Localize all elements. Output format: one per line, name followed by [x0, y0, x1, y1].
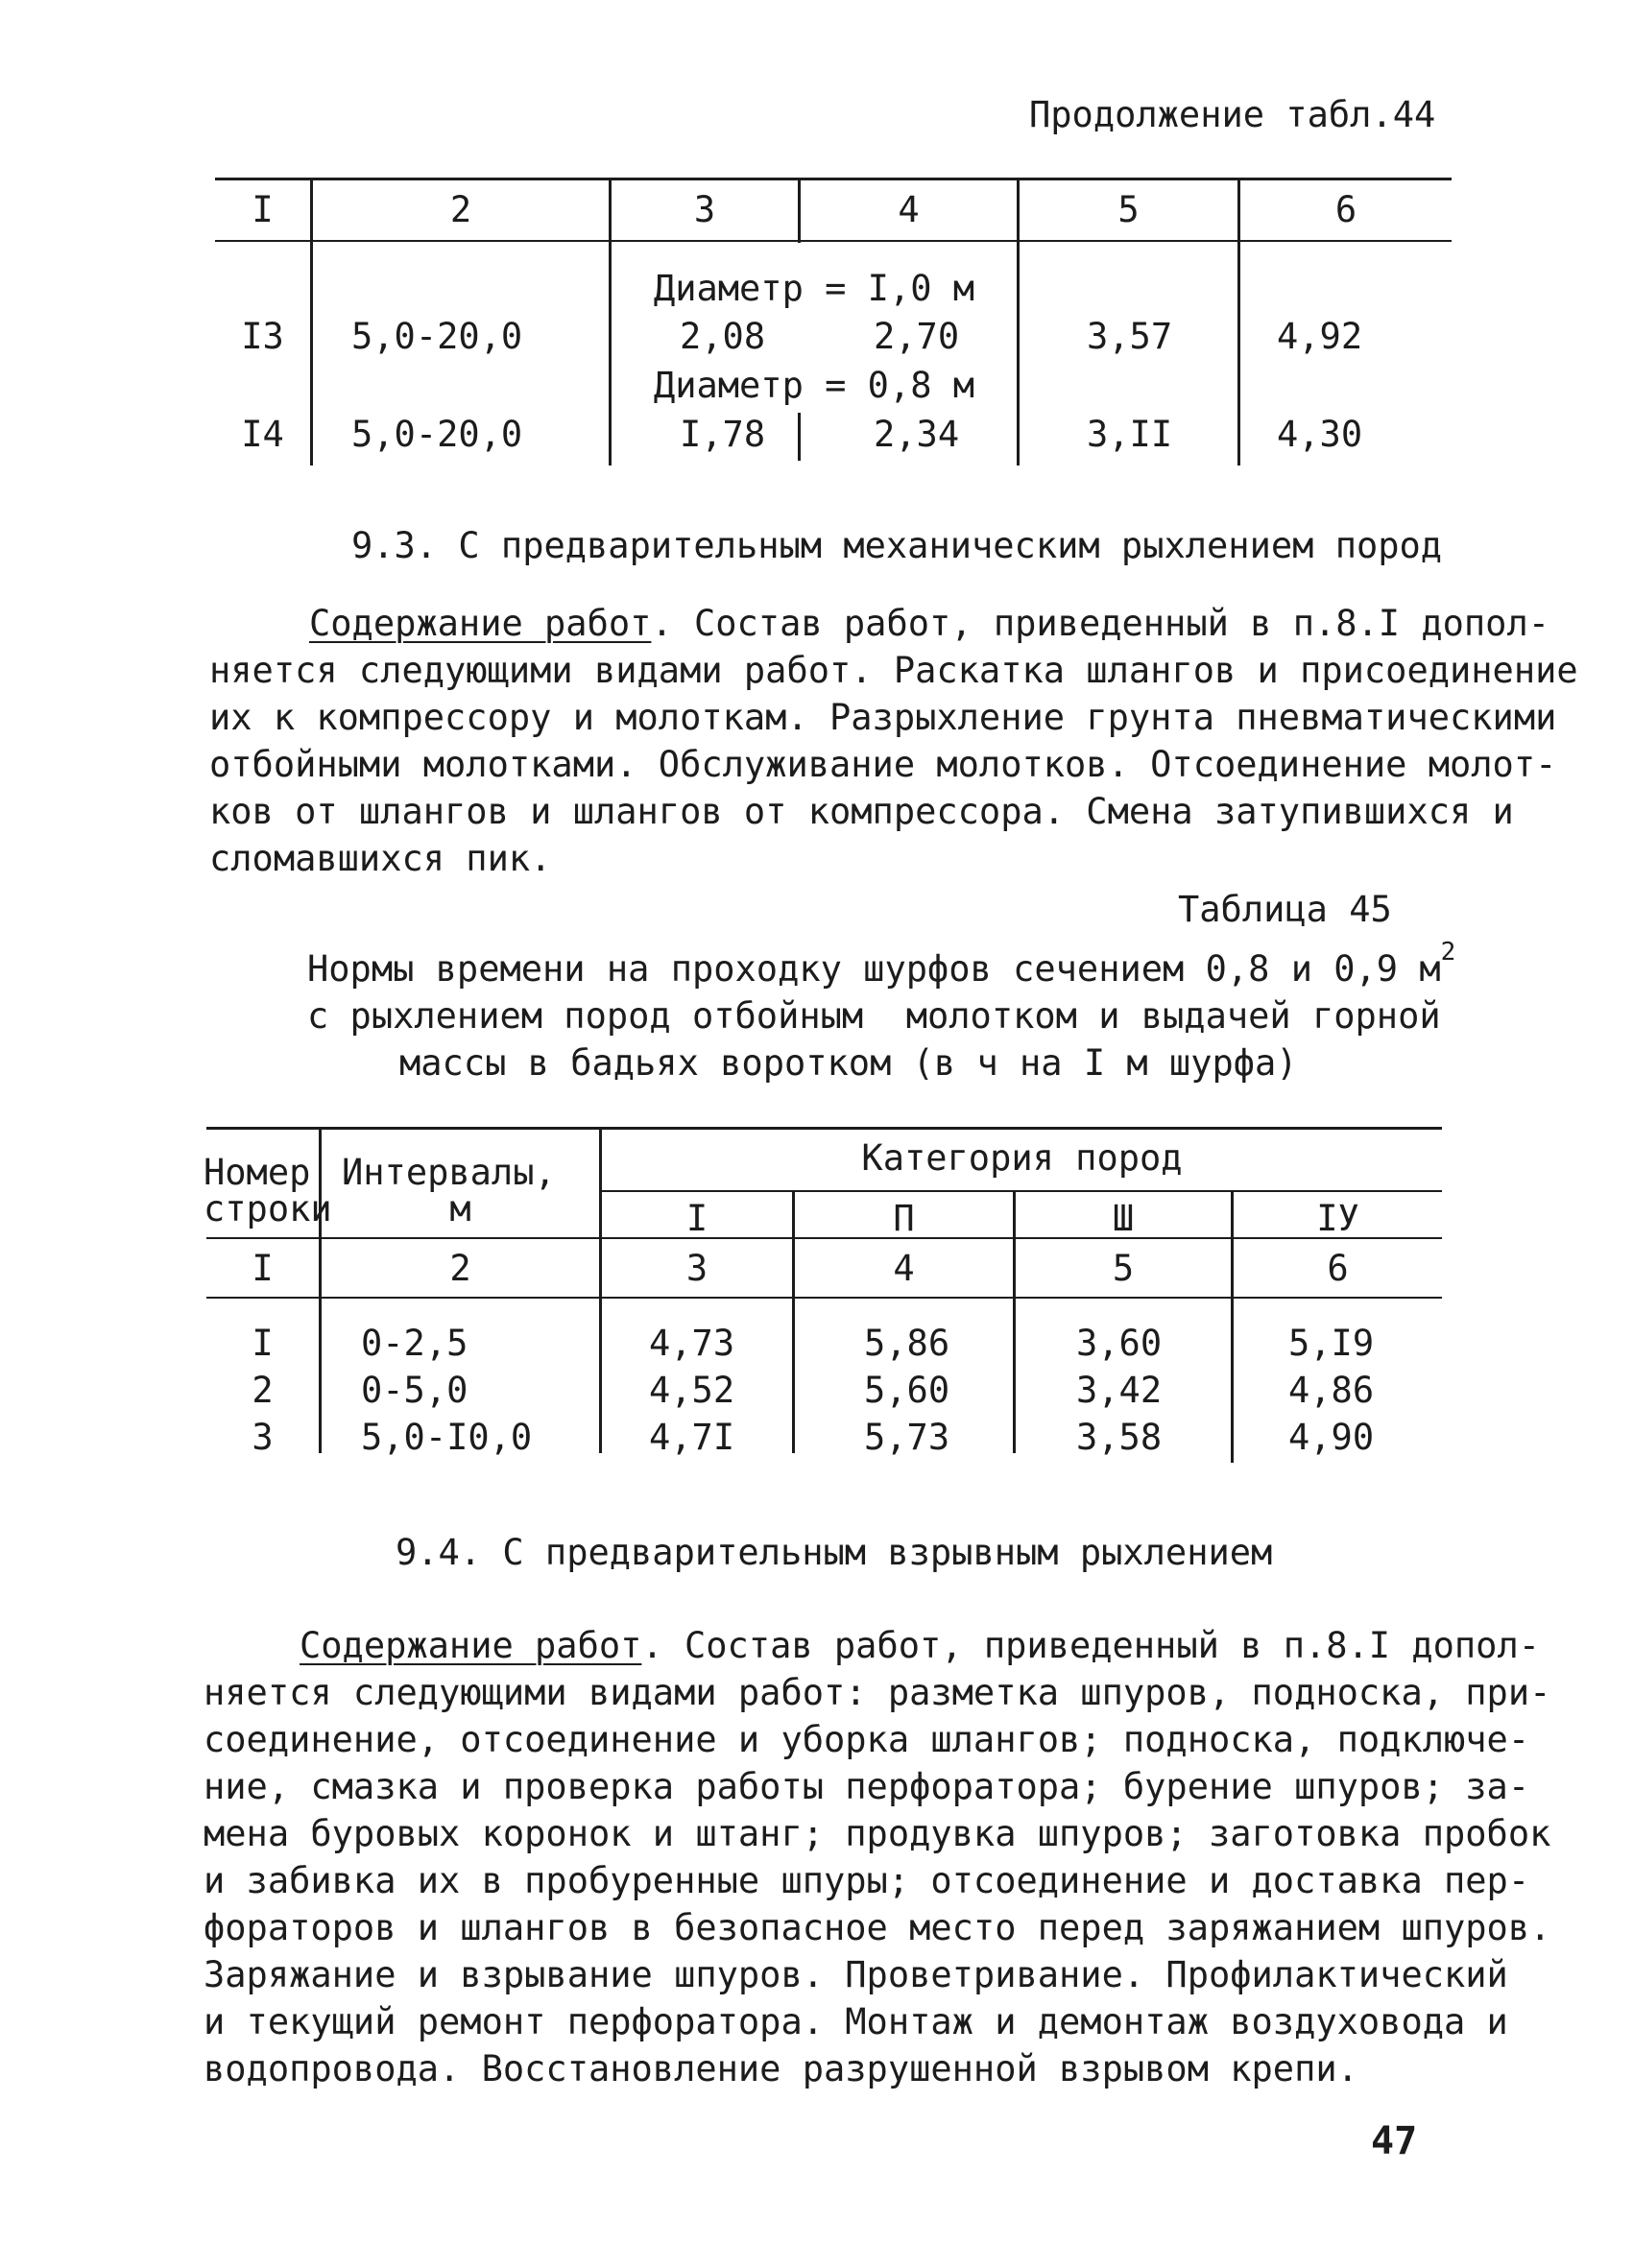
- table-45-category-rule: [602, 1190, 1442, 1192]
- body-line: Заряжание и взрывание шпуров. Проветривание. Профилактический: [204, 1954, 1508, 1995]
- table-44-header-cell: 3: [693, 189, 716, 230]
- value-cell: 4,86: [1288, 1370, 1375, 1411]
- section-9-3-lead: Содержание работ: [309, 603, 652, 644]
- table-44-top-rule: [215, 178, 1452, 180]
- table-44-divider: [798, 413, 801, 461]
- section-9-4-lead: Содержание работ: [300, 1625, 642, 1666]
- table-44-header-cell: I: [252, 189, 274, 230]
- value-cell: 3,57: [1087, 316, 1173, 357]
- body-line: няется следующими видами работ. Раскатка шлангов и присоединение: [209, 650, 1578, 691]
- category-cell: I: [685, 1198, 708, 1239]
- value-cell: 3,II: [1087, 414, 1173, 455]
- table-45-label: Таблица 45: [1178, 889, 1392, 930]
- value-cell: 4,52: [649, 1370, 735, 1411]
- row-number-cell: I: [252, 1323, 274, 1364]
- interval-cell: 5,0-I0,0: [361, 1417, 533, 1458]
- column-number-cell: 4: [893, 1248, 915, 1289]
- body-line: сломавшихся пик.: [209, 838, 552, 879]
- section-9-3-heading: 9.3. С предварительным механическим рыхлением пород: [351, 525, 1443, 566]
- value-cell: 4,92: [1277, 316, 1363, 357]
- row-number-header: Номер: [204, 1152, 311, 1193]
- table-45-numbers-rule: [206, 1297, 1442, 1299]
- body-line: . Состав работ, приведенный в п.8.I допол-: [641, 1625, 1541, 1666]
- body-line: отбойными молотками. Обслуживание молотков. Отсоединение молот-: [209, 744, 1557, 785]
- table-44-header-cell: 4: [898, 189, 920, 230]
- table-45-top-rule: [206, 1127, 1442, 1130]
- section-9-3-body: [209, 600, 1578, 882]
- interval-cell: 0-2,5: [361, 1323, 468, 1364]
- category-cell: IУ: [1316, 1198, 1359, 1239]
- value-cell: 5,73: [864, 1417, 950, 1458]
- value-cell: 4,7I: [649, 1417, 735, 1458]
- column-number-cell: 3: [685, 1248, 708, 1289]
- category-cell: П: [893, 1198, 915, 1239]
- value-cell: 2,08: [680, 316, 766, 357]
- value-cell: 2,34: [874, 414, 960, 455]
- value-cell: 5,60: [864, 1370, 950, 1411]
- category-header: Категория пород: [861, 1137, 1183, 1179]
- value-cell: 4,90: [1288, 1417, 1375, 1458]
- table-44-header-cell: 6: [1334, 189, 1357, 230]
- interval-cell: 5,0-20,0: [351, 414, 523, 455]
- column-number-cell: I: [252, 1248, 274, 1289]
- value-cell: 4,30: [1277, 414, 1363, 455]
- interval-header: м: [449, 1188, 471, 1229]
- body-line: водопровода. Восстановление разрушенной взрывом крепи.: [204, 2048, 1358, 2089]
- body-line: ние, смазка и проверка работы перфоратора; бурение шпуров; за-: [204, 1766, 1530, 1807]
- table-44-subheader: Диаметр = I,0 м: [653, 268, 975, 309]
- section-9-4-body: [204, 1622, 1550, 2092]
- table-44-header-rule: [215, 240, 1452, 242]
- body-line: и забивка их в пробуренные шпуры; отсоединение и доставка пер-: [204, 1860, 1530, 1901]
- body-line: ков от шлангов и шлангов от компрессора. Смена затупившихся и: [209, 791, 1514, 832]
- body-line: няется следующими видами работ: разметка шпуров, подноска, при-: [204, 1672, 1551, 1713]
- body-line: фораторов и шлангов в безопасное место перед заряжанием шпуров.: [204, 1907, 1551, 1948]
- column-number-cell: 6: [1327, 1248, 1349, 1289]
- interval-cell: 0-5,0: [361, 1370, 468, 1411]
- column-number-cell: 2: [449, 1248, 471, 1289]
- value-cell: 5,I9: [1288, 1323, 1375, 1364]
- row-number-cell: I3: [241, 316, 284, 357]
- page-number: 47: [1371, 2119, 1418, 2163]
- value-cell: 3,58: [1076, 1417, 1163, 1458]
- value-cell: 5,86: [864, 1323, 950, 1364]
- section-9-4-heading: 9.4. С предварительным взрывным рыхлением: [396, 1532, 1273, 1573]
- table-45-title-line: Нормы времени на проходку шурфов сечением 0,8 и 0,9 $м^2$: [307, 938, 1456, 990]
- body-line: и текущий ремонт перфоратора. Монтаж и демонтаж воздуховода и: [204, 2001, 1508, 2042]
- row-number-cell: I4: [241, 414, 284, 455]
- row-number-cell: 3: [252, 1417, 274, 1458]
- category-cell: Ш: [1112, 1198, 1135, 1239]
- row-number-cell: 2: [252, 1370, 274, 1411]
- interval-cell: 5,0-20,0: [351, 316, 523, 357]
- value-cell: 4,73: [649, 1323, 735, 1364]
- body-line: мена буровых коронок и штанг; продувка шпуров; заготовка пробок: [204, 1813, 1551, 1854]
- value-cell: I,78: [680, 414, 766, 455]
- table-44-subheader: Диаметр = 0,8 м: [653, 365, 975, 406]
- interval-header: Интервалы,: [342, 1152, 556, 1193]
- column-number-cell: 5: [1112, 1248, 1135, 1289]
- superscript-2: 2: [1440, 938, 1456, 967]
- table-45-title-line: массы в бадьях воротком (в ч на I м шурфа): [399, 1042, 1298, 1084]
- body-line: соединение, отсоединение и уборка шлангов; подноска, подключе-: [204, 1719, 1530, 1760]
- value-cell: 2,70: [874, 316, 960, 357]
- table-44-header-cell: 5: [1117, 189, 1140, 230]
- table-45-divider: [319, 1127, 322, 1453]
- continuation-label: Продолжение табл.44: [1029, 94, 1436, 135]
- table-44-header-cell: 2: [449, 189, 472, 230]
- value-cell: 3,42: [1076, 1370, 1163, 1411]
- row-number-header: строки: [204, 1188, 332, 1229]
- table-45-title-line: с рыхлением пород отбойным молотком и выдачей горной: [307, 995, 1441, 1037]
- value-cell: 3,60: [1076, 1323, 1163, 1364]
- body-line: . Состав работ, приведенный в п.8.I допол-: [651, 603, 1550, 644]
- body-line: их к компрессору и молоткам. Разрыхление грунта пневматическими: [209, 697, 1557, 738]
